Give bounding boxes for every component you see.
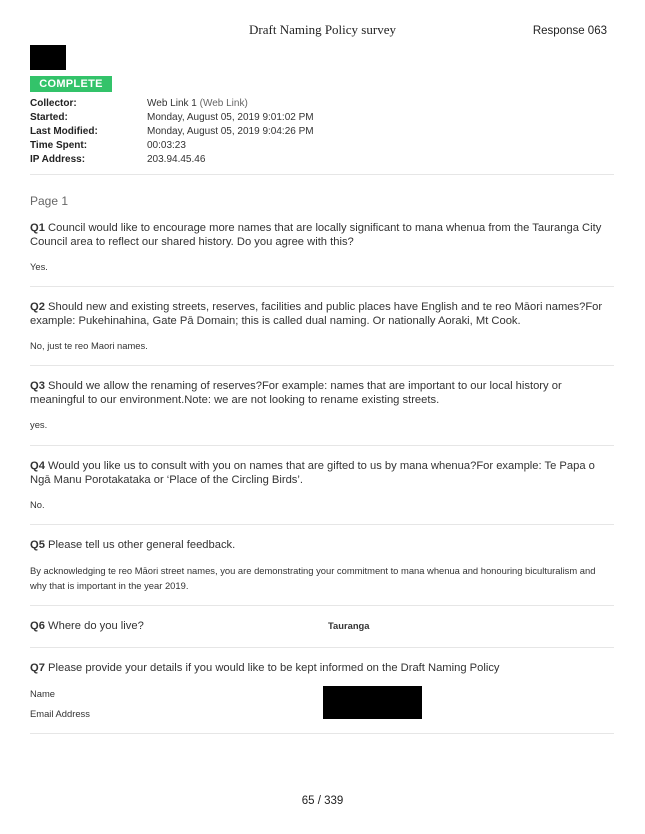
answer-6: Tauranga [328,620,370,631]
divider [30,733,614,734]
question-text: Should new and existing streets, reserves, facilities and public places have English and te reo Māori names?For example: Pukehinahina, Gate Pā Domain; this is called dual naming. Or nationally Aoraki, Mt Cook. [30,301,603,327]
question-number: Q3 [30,380,45,392]
question-text: Council would like to encourage more names that are locally significant to mana whenua from the Tauranga City Council area to reflect our shared history. Do you agree with this? [30,222,602,248]
ip-address-row [30,153,314,167]
last-modified-row [30,125,314,139]
page-number: 65 / 339 [301,795,344,807]
ip-address-value: 203.94.45.46 [147,154,206,165]
name-field-label: Name [30,688,56,699]
time-spent-label: Time Spent: [30,140,88,151]
question-text: Would you like us to consult with you on names that are gifted to us by mana whenua?For example: Te Papa o Ngā Manu Porotakataka or ‘Place of the Circling Birds’. [30,460,595,486]
divider [30,647,614,648]
time-spent-row [30,139,314,153]
question-text: Please provide your details if you would like to be kept informed on the Draft Naming Policy [48,662,500,674]
collector-type: (Web Link) [199,98,248,109]
divider [30,365,614,366]
answer-2: No, just te reo Maori names. [30,340,148,351]
question-number: Q6 [30,620,45,632]
survey-title: Draft Naming Policy survey [249,22,396,37]
question-2 [30,300,614,328]
question-number: Q7 [30,662,45,674]
time-spent-value: 00:03:23 [147,140,186,151]
collector-label: Collector: [30,98,77,109]
question-number: Q2 [30,301,45,313]
started-row [30,111,314,125]
last-modified-value: Monday, August 05, 2019 9:04:26 PM [147,126,314,137]
answer-1: Yes. [30,261,48,272]
question-text: Please tell us other general feedback. [48,539,236,551]
question-3 [30,379,614,407]
question-text: Should we allow the renaming of reserves?For example: names that are important to our local history or meaningful to our environment.Note: we are not looking to rename existing streets. [30,380,562,406]
ip-address-label: IP Address: [30,154,86,165]
divider [30,286,614,287]
answer-5: By acknowledging te reo Māori street names, you are demonstrating your commitment to mana whenua and honouring biculturalism and why that is important in the year 2019. [30,565,596,591]
question-number: Q4 [30,460,45,472]
started-value: Monday, August 05, 2019 9:01:02 PM [147,112,314,123]
redacted-avatar [30,45,66,70]
redacted-contact-details [323,686,422,719]
question-7 [30,661,614,675]
divider [30,445,614,446]
last-modified-label: Last Modified: [30,126,98,137]
question-6 [30,619,310,633]
divider [30,524,614,525]
collector-value: Web Link 1 [147,98,197,109]
started-label: Started: [30,112,68,123]
question-number: Q1 [30,222,45,234]
answer-4: No. [30,499,45,510]
response-id: Response 063 [532,25,607,37]
question-5 [30,538,614,552]
response-metadata [30,97,314,167]
divider [30,605,614,606]
question-number: Q5 [30,539,45,551]
email-field-label: Email Address [30,708,90,719]
question-text: Where do you live? [48,620,144,632]
status-badge: COMPLETE [30,76,112,92]
page-label: Page 1 [30,194,69,208]
answer-3: yes. [30,419,48,430]
divider [30,174,614,175]
question-4 [30,459,614,487]
question-1 [30,221,614,249]
collector-row [30,97,314,111]
